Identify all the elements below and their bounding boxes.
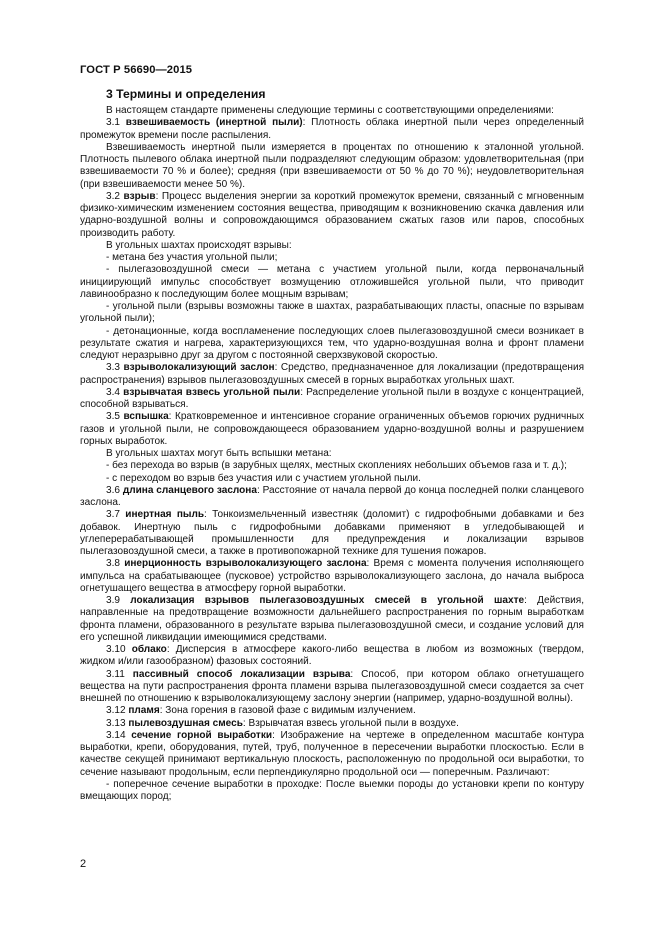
definition-text: : Процесс выделения энергии за короткий промежуток времени, связанный с мгновенным физико-химическим изменением состояния вещества, приводящим к возникновению скачка давления или ударно-воздушной волны и сопровождающимся образованием сжатых газов или паров, способных производить работу. (80, 190, 584, 239)
definition-paragraph (80, 117, 584, 142)
definition-text: : Плотность облака инертной пыли через определенный промежуток времени после распыления. (80, 117, 584, 141)
definition-text: : Время с момента получения исполняющего импульса на срабатывающее (пусковое) устройство взрыволокализующего заслона, до начала выброса огнетушащего вещества в атмосферу горной выработки. (80, 558, 584, 594)
definitions-list (80, 105, 584, 803)
definition-paragraph (80, 595, 584, 644)
text-paragraph (80, 105, 584, 117)
definition-text: : Изображение на чертеже в определенном масштабе контура выработки, крепи, оборудования, путей, труб, полученное в пересечении выработки плоскостью. Если в качестве секущей принимают вертикальную плоскость, расположенную по продольной оси выработки, то сечение называют продольным, если перпендикулярно продольной оси — поперечным. Различают: (80, 729, 584, 778)
page-number: 2 (80, 858, 87, 870)
definition-text: - без перехода во взрыв (в зарубных щелях, местных скоплениях небольших объемов газа и т. д.); (106, 460, 567, 472)
definition-paragraph (80, 191, 584, 240)
term: пламя (128, 705, 160, 717)
definition-text: Взвешиваемость инертной пыли измеряется в процентах по отношению к эталонной угольной. Плотность пылевого облака инертной пыли подразделяют следующим образом: удовлетворительная (при взвешиваемости 70 % и более); средняя (при взвешиваемости от 50 % до 70 %); неудовлетворительная (при взвешиваемости менее 50 %). (80, 141, 584, 190)
clause-number: 3.14 (106, 729, 126, 741)
definition-text: : Дисперсия в атмосфере какого-либо вещества в любом из возможных (твердом, жидком и/или газообразном) фазовых состояний. (80, 644, 585, 668)
definition-text: : Действия, направленные на предотвращение возможности дальнейшего распространения по горным выработкам фронта пламени, образованного в результате взрыва пылегазовоздушной смеси, и создание условий для его успешной ликвидации имеющимися средствами. (80, 595, 584, 643)
definition-text: - пылегазовоздушной смеси — метана с участием угольной пыли, когда первоначальный инициирующий импульс способствует возмущению отложившейся угольной пыли, что приводит лавинообразно к последующим более мощным взрывам; (80, 264, 584, 300)
term: инертная пыль (125, 509, 205, 521)
clause-number: 3.5 (106, 411, 120, 423)
definition-paragraph (80, 558, 584, 595)
term: облако (131, 644, 167, 655)
document-body (80, 86, 584, 803)
clause-number: 3.6 (106, 484, 120, 496)
clause-number: 3.7 (106, 509, 120, 521)
clause-number: 3.12 (106, 705, 126, 717)
term: длина сланцевого заслона (122, 484, 257, 496)
definition-paragraph (80, 730, 584, 779)
term: вспышка (123, 411, 169, 423)
definition-paragraph (80, 718, 584, 730)
section-title: 3 Термины и определения (106, 87, 266, 101)
definition-text: - метана без участия угольной пыли; (106, 252, 278, 263)
clause-number: 3.1 (106, 117, 120, 129)
definition-text: : Средство, предназначенное для локализации (предотвращения распространения) взрывов пылегазовоздушных смесей в горных выработках угольных шахт. (80, 362, 585, 386)
definition-paragraph (80, 705, 584, 717)
text-paragraph (80, 779, 584, 804)
text-paragraph (80, 301, 584, 326)
text-paragraph (80, 240, 584, 252)
definition-text: : Расстояние от начала первой до конца последней полки сланцевого заслона. (80, 484, 584, 508)
clause-number: 3.4 (106, 386, 120, 398)
text-paragraph (80, 460, 584, 472)
clause-number: 3.2 (106, 190, 120, 202)
document-header: ГОСТ Р 56690—2015 (80, 64, 193, 76)
term: пассивный способ локализации взрыва (132, 668, 351, 680)
text-paragraph (80, 252, 584, 264)
definition-text: : Кратковременное и интенсивное сгорание ограниченных объемов горючих рудничных газов и угольной пыли, не сопровождающееся образованием ударно-воздушной волны и разрушением горных выработок. (80, 411, 584, 447)
definition-text: : Распределение угольной пыли в воздухе с концентрацией, способной взрываться. (80, 386, 584, 410)
text-paragraph (80, 142, 584, 191)
term: взрыволокализующий заслон (123, 362, 275, 374)
definition-text: : Взрывчатая взвесь угольной пыли в воздухе. (242, 717, 459, 729)
term: сечение горной выработки (131, 729, 273, 741)
definition-paragraph (80, 644, 584, 669)
definition-paragraph (80, 362, 584, 387)
clause-number: 3.11 (106, 668, 125, 680)
clause-number: 3.10 (106, 644, 126, 655)
definition-text: - угольной пыли (взрывы возможны также в шахтах, разрабатывающих пласты, опасные по взрывам угольной пыли); (80, 301, 584, 325)
definition-text: : Способ, при котором облако огнетушащего вещества на пути распространения фронта пламени взрыва пылегазовоздушной смеси создается за счет внешней по отношению к взрыволокализующему заслону энергии (например, ударно-воздушной волны). (80, 668, 584, 704)
definition-paragraph (80, 669, 584, 706)
definition-text: В угольных шахтах могут быть вспышки метана: (106, 448, 332, 459)
definition-text: В угольных шахтах происходят взрывы: (106, 239, 292, 251)
definition-text: - поперечное сечение выработки в проходке: После выемки породы до установки крепи по контуру вмещающих пород; (80, 778, 584, 802)
term: взрыв (123, 190, 156, 202)
clause-number: 3.9 (106, 595, 120, 606)
term: взвешиваемость (инертной пыли) (125, 117, 303, 129)
definition-text: : Зона горения в газовой фазе с видимым излучением. (159, 705, 416, 717)
term: взрывчатая взвесь угольной пыли (123, 386, 301, 398)
text-paragraph (80, 264, 584, 301)
text-paragraph (80, 326, 584, 363)
definition-paragraph (80, 411, 584, 448)
term: пылевоздушная смесь (128, 717, 243, 729)
definition-paragraph (80, 485, 584, 510)
definition-text: - с переходом во взрыв без участия или с участием угольной пыли. (106, 472, 421, 484)
clause-number: 3.3 (106, 362, 120, 374)
definition-text: - детонационные, когда воспламенение последующих слоев пылегазовоздушной смеси возникает в результате сжатия и нагрева, характеризующихся тем, что ударно-воздушная волна и фронт пламени следуют неразрывно друг за другом с постоянной сверхзвуковой скоростью. (80, 325, 584, 361)
clause-number: 3.8 (106, 558, 120, 570)
term: локализация взрывов пылегазовоздушных смесей в угольной шахте (130, 595, 525, 606)
definition-paragraph (80, 509, 584, 558)
clause-number: 3.13 (106, 717, 126, 729)
definition-text: В настоящем стандарте применены следующие термины с соответствующими определениями: (106, 105, 554, 116)
term: инерционность взрыволокализующего заслона (124, 558, 367, 570)
definition-paragraph (80, 387, 584, 412)
text-paragraph (80, 448, 584, 460)
definition-text: : Тонкоизмельченный известняк (доломит) с гидрофобными добавками и без добавок. Инертную пыль с гидрофобными добавками применяют в угледобывающей и углеперерабатывающей промышленности для предупреждения и локализации взрывов пылегазовоздушной смеси, а также в противопожарной технике для тушения пожаров. (80, 509, 584, 557)
text-paragraph (80, 473, 584, 485)
